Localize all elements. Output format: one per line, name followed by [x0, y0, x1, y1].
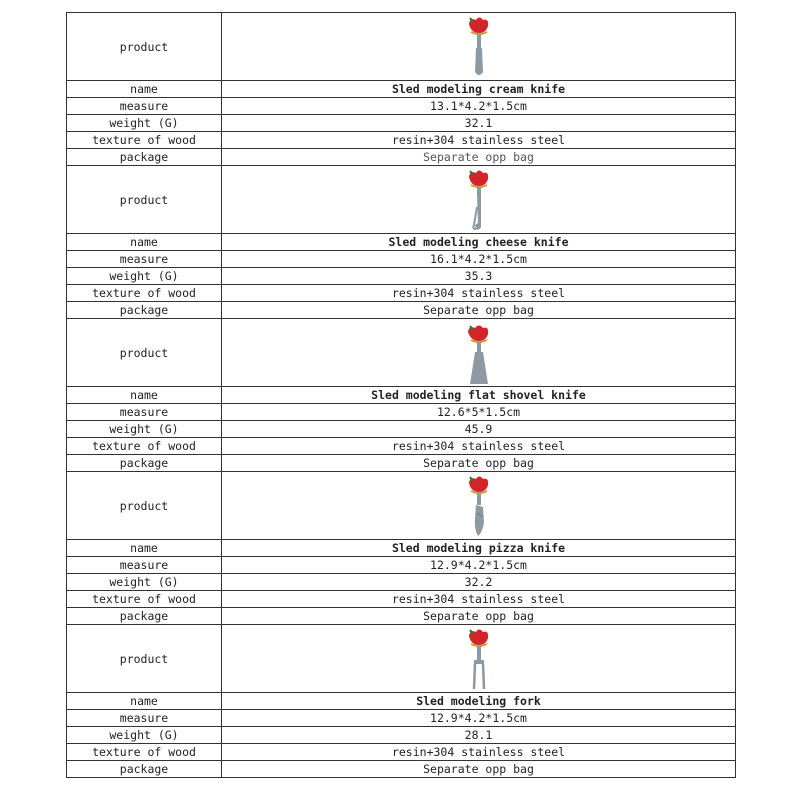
name-label: name: [67, 693, 222, 710]
product-image-cell: [222, 166, 736, 234]
product-image-cell: [222, 319, 736, 387]
cheese-knife-icon: [464, 167, 494, 233]
measure-value: 12.9*4.2*1.5cm: [222, 557, 736, 574]
product-row: [67, 625, 736, 693]
texture-value: resin+304 stainless steel: [222, 285, 736, 302]
weight-label: weight (G): [67, 727, 222, 744]
texture-value: resin+304 stainless steel: [222, 744, 736, 761]
measure-label: measure: [67, 404, 222, 421]
product-label: product: [67, 472, 222, 540]
name-label: name: [67, 81, 222, 98]
measure-label: measure: [67, 251, 222, 268]
product-label: product: [67, 13, 222, 81]
package-label: package: [67, 608, 222, 625]
product-label: product: [67, 319, 222, 387]
weight-value: 32.2: [222, 574, 736, 591]
weight-label: weight (G): [67, 115, 222, 132]
fork-icon: [464, 626, 494, 692]
package-label: package: [67, 455, 222, 472]
package-label: package: [67, 302, 222, 319]
product-label: product: [67, 166, 222, 234]
cream-knife-icon: [464, 14, 494, 80]
texture-value: resin+304 stainless steel: [222, 591, 736, 608]
weight-value: 32.1: [222, 115, 736, 132]
product-image-cell: [222, 472, 736, 540]
product-row: [67, 13, 736, 81]
weight-label: weight (G): [67, 268, 222, 285]
texture-label: texture of wood: [67, 744, 222, 761]
measure-value: 16.1*4.2*1.5cm: [222, 251, 736, 268]
weight-value: 28.1: [222, 727, 736, 744]
measure-label: measure: [67, 710, 222, 727]
name-label: name: [67, 540, 222, 557]
texture-value: resin+304 stainless steel: [222, 132, 736, 149]
package-label: package: [67, 761, 222, 778]
product-label: product: [67, 625, 222, 693]
measure-value: 12.6*5*1.5cm: [222, 404, 736, 421]
product-row: [67, 319, 736, 387]
product-row: [67, 472, 736, 540]
weight-value: 45.9: [222, 421, 736, 438]
measure-value: 13.1*4.2*1.5cm: [222, 98, 736, 115]
package-value: Separate opp bag: [222, 455, 736, 472]
product-image-cell: [222, 625, 736, 693]
measure-label: measure: [67, 98, 222, 115]
measure-label: measure: [67, 557, 222, 574]
texture-label: texture of wood: [67, 438, 222, 455]
package-value: Separate opp bag: [222, 761, 736, 778]
package-label: package: [67, 149, 222, 166]
pizza-knife-icon: [464, 473, 494, 539]
product-name: Sled modeling fork: [222, 693, 736, 710]
product-row: [67, 166, 736, 234]
measure-value: 12.9*4.2*1.5cm: [222, 710, 736, 727]
name-label: name: [67, 387, 222, 404]
texture-label: texture of wood: [67, 132, 222, 149]
texture-value: resin+304 stainless steel: [222, 438, 736, 455]
product-name: Sled modeling pizza knife: [222, 540, 736, 557]
package-value: Separate opp bag: [222, 608, 736, 625]
weight-label: weight (G): [67, 574, 222, 591]
flat-shovel-knife-icon: [461, 320, 497, 386]
texture-label: texture of wood: [67, 285, 222, 302]
product-image-cell: [222, 13, 736, 81]
product-name: Sled modeling flat shovel knife: [222, 387, 736, 404]
weight-value: 35.3: [222, 268, 736, 285]
product-name: Sled modeling cream knife: [222, 81, 736, 98]
package-value: Separate opp bag: [222, 302, 736, 319]
product-spec-table: [66, 12, 736, 778]
texture-label: texture of wood: [67, 591, 222, 608]
weight-label: weight (G): [67, 421, 222, 438]
package-value: Separate opp bag: [222, 149, 736, 166]
name-label: name: [67, 234, 222, 251]
product-name: Sled modeling cheese knife: [222, 234, 736, 251]
